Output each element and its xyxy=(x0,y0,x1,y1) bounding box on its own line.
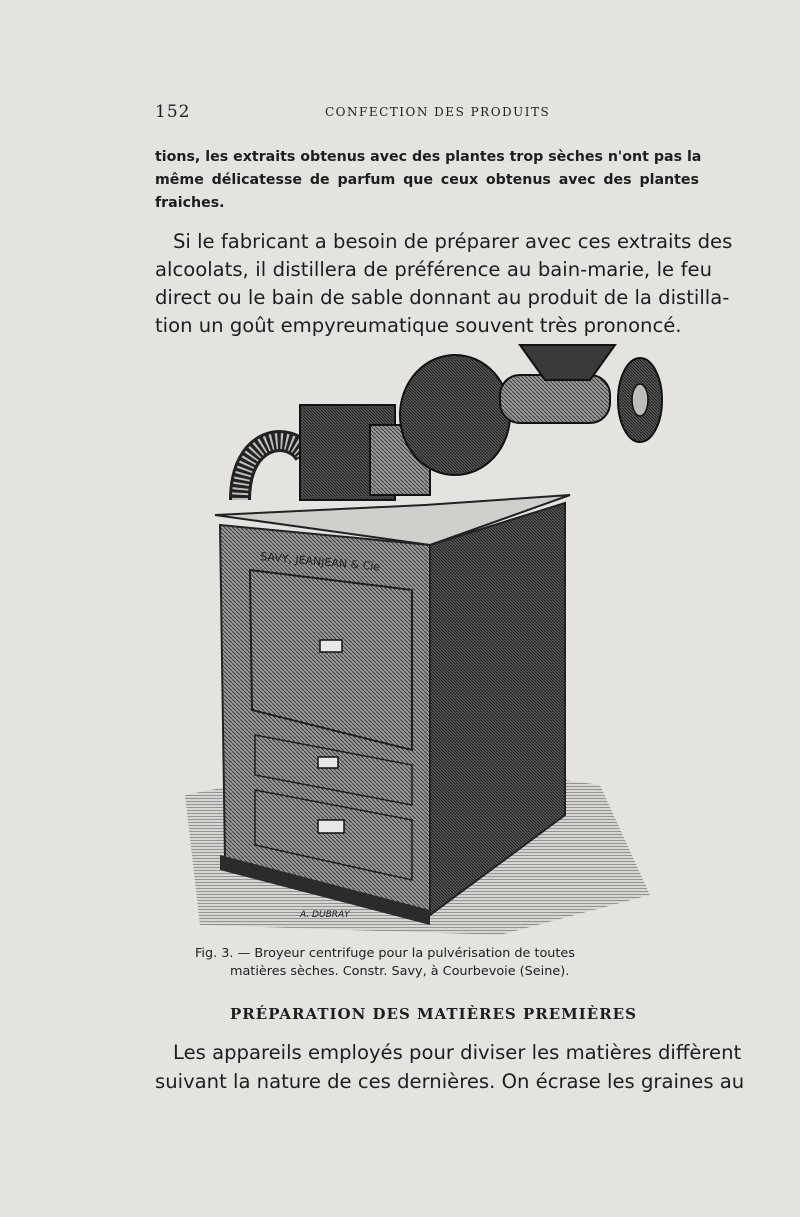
text-line: direct ou le bain de sable donnant au produit de la distilla- xyxy=(155,286,730,309)
grinder-body xyxy=(400,355,510,475)
figure-illustration xyxy=(180,335,680,945)
page-header xyxy=(155,102,700,126)
paragraph-continuation xyxy=(155,146,702,215)
text-line: tion un goût empyreumatique souvent très prononcé. xyxy=(155,314,682,337)
section-heading: PRÉPARATION DES MATIÈRES PREMIÈRES xyxy=(230,1005,637,1023)
text-line: Les appareils employés pour diviser les matières diffèrent xyxy=(173,1041,742,1064)
paragraph-preparation xyxy=(155,1038,745,1096)
figure-caption xyxy=(195,945,665,981)
text-line: alcoolats, il distillera de préférence au bain-marie, le feu xyxy=(155,258,712,281)
cabinet-inscription: SAVY, JEANJEAN & Cie xyxy=(259,550,381,574)
caption-line: matières sèches. Constr. Savy, à Courbevoie (Seine). xyxy=(230,964,570,979)
cabinet-front xyxy=(220,525,430,915)
text-line: fraiches. xyxy=(155,195,225,211)
caption-line: Fig. 3. — Broyeur centrifuge pour la pulvérisation de toutes xyxy=(195,946,575,961)
feed-tube xyxy=(500,375,610,423)
engraving-centrifugal-grinder xyxy=(180,335,680,945)
text-line: même délicatesse de parfum que ceux obtenus avec des plantes xyxy=(155,172,699,188)
text-line: suivant la nature de ces dernières. On écrase les graines au xyxy=(155,1070,745,1093)
engraver-signature: A. DUBRAY xyxy=(300,910,350,920)
text-line: Si le fabricant a besoin de préparer avec ces extraits des xyxy=(173,230,733,253)
paragraph-distillation xyxy=(155,228,733,340)
drawer-knob xyxy=(318,757,338,768)
door-handle xyxy=(320,640,342,652)
drawer-handle xyxy=(318,820,344,833)
running-title: CONFECTION DES PRODUITS xyxy=(325,105,551,119)
text-line: tions, les extraits obtenus avec des plantes trop sèches n'ont pas la xyxy=(155,149,702,165)
page-number: 152 xyxy=(155,102,191,122)
